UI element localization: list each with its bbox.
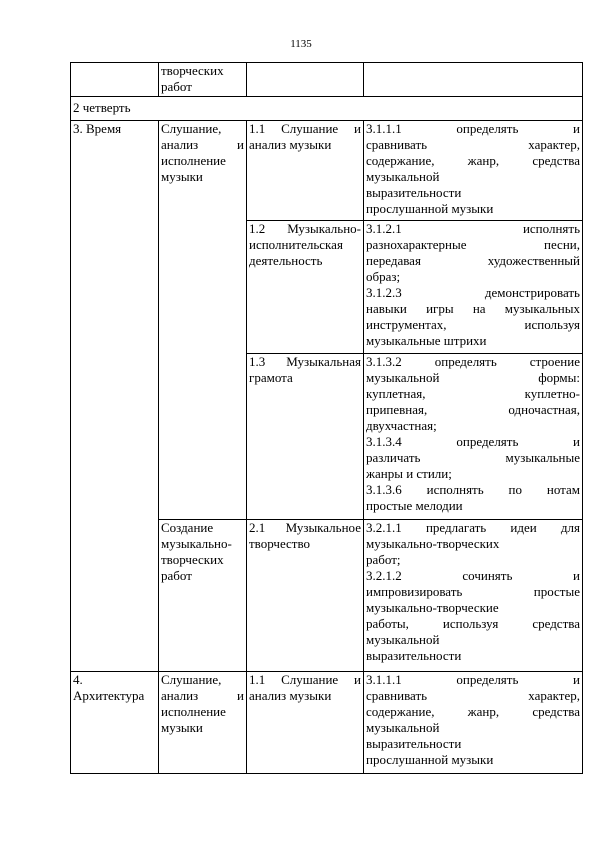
- cell-line: музыки: [161, 720, 203, 735]
- cell-line: музыкально-творческих: [366, 536, 500, 551]
- objectives-cell: [364, 672, 583, 774]
- cell-line: прослушанной музыки: [366, 201, 494, 216]
- subsection-cell: [247, 121, 364, 221]
- cell-line: музыкальные штрихи: [366, 333, 487, 348]
- topic-title: 4.: [73, 672, 83, 687]
- cell-line: работ: [161, 568, 192, 583]
- cell-line: сравнивать характер,: [366, 137, 580, 152]
- topic-title: 3. Время: [73, 121, 122, 136]
- cell-line: исполнительская: [249, 237, 343, 252]
- cell-line: анализ и: [161, 137, 244, 152]
- cell-line: различать музыкальные: [366, 450, 580, 465]
- topic-cell: [71, 672, 159, 774]
- cell-line: исполнение: [161, 153, 226, 168]
- cell-line: 1.3 Музыкальная: [249, 354, 361, 369]
- cell-line: выразительности: [366, 736, 462, 751]
- cell-line: 3.1.2.1 исполнять: [366, 221, 580, 236]
- cell-line: анализ и: [161, 688, 244, 703]
- topic-cell: [71, 121, 159, 672]
- cell-line: 1.2 Музыкально-: [249, 221, 361, 236]
- cell-line: инструментах, используя: [366, 317, 580, 332]
- cell-line: музыкально-творческие: [366, 600, 499, 615]
- cell-line: 3.2.1.2 сочинять и: [366, 568, 580, 583]
- cell-line: творческих: [161, 63, 224, 78]
- cell-line: музыкальной: [366, 632, 440, 647]
- objectives-cell: [364, 63, 583, 97]
- cell-line: навыки игры на музыкальных: [366, 301, 580, 316]
- subsection-cell: [247, 354, 364, 520]
- cell-line: 3.1.3.4 определять и: [366, 434, 580, 449]
- cell-line: 3.1.1.1 определять и: [366, 672, 580, 687]
- cell-line: Создание: [161, 520, 214, 535]
- activity-cell: [159, 121, 247, 520]
- objectives-cell: [364, 520, 583, 672]
- cell-line: исполнение: [161, 704, 226, 719]
- activity-cell: [159, 520, 247, 672]
- objectives-cell: [364, 121, 583, 221]
- cell-line: 1.1 Слушание и: [249, 672, 361, 687]
- cell-line: творческих: [161, 552, 224, 567]
- quarter-label-cell: [71, 97, 583, 121]
- cell-line: 3.2.1.1 предлагать идеи для: [366, 520, 580, 535]
- subsection-cell: [247, 63, 364, 97]
- cell-line: 3.1.3.6 исполнять по нотам: [366, 482, 580, 497]
- cell-line: грамота: [249, 370, 293, 385]
- page-number: 1135: [290, 38, 312, 50]
- subsection-cell: [247, 221, 364, 354]
- cell-line: простые мелодии: [366, 498, 463, 513]
- cell-line: прослушанной музыки: [366, 752, 494, 767]
- cell-line: анализ музыки: [249, 688, 332, 703]
- cell-line: 1.1 Слушание и: [249, 121, 361, 136]
- subsection-cell: [247, 520, 364, 672]
- topic-title: Архитектура: [73, 688, 145, 703]
- cell-line: Слушание,: [161, 121, 222, 136]
- quarter-row: [71, 97, 583, 121]
- cell-line: анализ музыки: [249, 137, 332, 152]
- cell-line: сравнивать характер,: [366, 688, 580, 703]
- table-row: [71, 121, 583, 221]
- quarter-label: 2 четверть: [73, 100, 131, 115]
- activity-cell: [159, 672, 247, 774]
- cell-line: работы, используя средства: [366, 616, 580, 631]
- cell-line: содержание, жанр, средства: [366, 153, 580, 168]
- cell-line: музыкальной формы:: [366, 370, 580, 385]
- activity-cell: [159, 63, 247, 97]
- objectives-cell: [364, 354, 583, 520]
- subsection-cell: [247, 672, 364, 774]
- cell-line: выразительности: [366, 648, 462, 663]
- objectives-cell: [364, 221, 583, 354]
- cell-line: Слушание,: [161, 672, 222, 687]
- curriculum-table: [70, 62, 583, 774]
- cell-line: содержание, жанр, средства: [366, 704, 580, 719]
- cell-line: жанры и стили;: [366, 466, 452, 481]
- cell-line: 3.1.3.2 определять строение: [366, 354, 580, 369]
- cell-line: образ;: [366, 269, 401, 284]
- cell-line: 2.1 Музыкальное: [249, 520, 361, 535]
- cell-line: припевная, одночастная,: [366, 402, 580, 417]
- cell-line: работ: [161, 79, 192, 94]
- topic-cell: [71, 63, 159, 97]
- cell-line: музыкально-: [161, 536, 232, 551]
- table-row: [71, 63, 583, 97]
- cell-line: передавая художественный: [366, 253, 580, 268]
- cell-line: творчество: [249, 536, 311, 551]
- table-row: [71, 672, 583, 774]
- cell-line: работ;: [366, 552, 401, 567]
- cell-line: куплетная, куплетно-: [366, 386, 580, 401]
- cell-line: 3.1.1.1 определять и: [366, 121, 580, 136]
- cell-line: двухчастная;: [366, 418, 437, 433]
- cell-line: 3.1.2.3 демонстрировать: [366, 285, 580, 300]
- cell-line: деятельность: [249, 253, 323, 268]
- cell-line: выразительности: [366, 185, 462, 200]
- cell-line: музыкальной: [366, 169, 440, 184]
- cell-line: разнохарактерные песни,: [366, 237, 580, 252]
- cell-line: импровизировать простые: [366, 584, 580, 599]
- cell-line: музыки: [161, 169, 203, 184]
- cell-line: музыкальной: [366, 720, 440, 735]
